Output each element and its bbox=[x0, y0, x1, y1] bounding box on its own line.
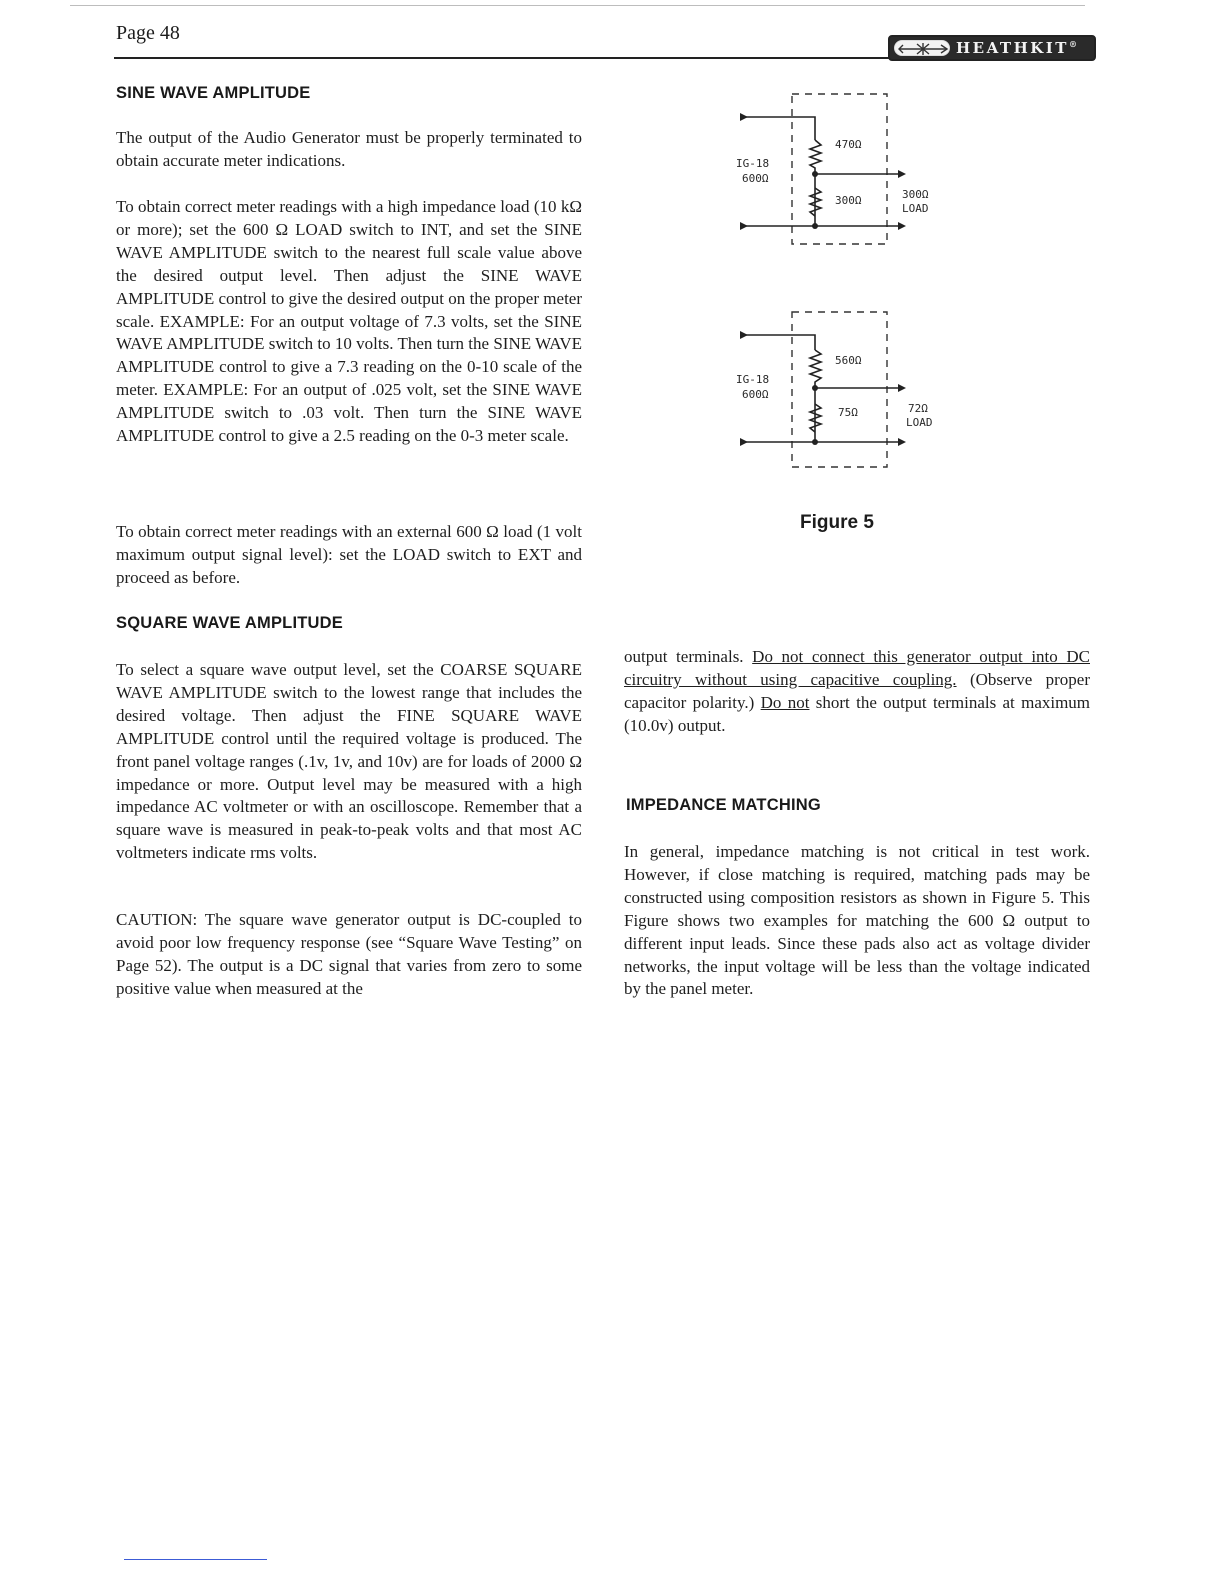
logo-text: HEATHKIT® bbox=[956, 39, 1080, 57]
sine-paragraph-1: The output of the Audio Generator must be properly terminated to obtain accurate meter indications. bbox=[116, 128, 582, 170]
impedance-paragraph: In general, impedance matching is not critical in test work. However, if close matching is required, matching pads may be constructed using composition resistors as shown in Figure 5. This Figure shows two examples for matching the 600 Ω output to different input leads. Since these pads also act as voltage divider networks, the input voltage will be less than the voltage indicated by the panel meter. bbox=[624, 842, 1090, 999]
caution-paragraph: CAUTION: The square wave generator output is DC-coupled to avoid poor low frequency response (see “Square Wave Testing” on Page 52). The output is a DC signal that varies from zero to some positive value when measured at the bbox=[116, 910, 582, 998]
page-number: Page 48 bbox=[116, 22, 180, 44]
load-value-label: 300Ω bbox=[902, 188, 929, 201]
warning-underlined-2: Do not bbox=[760, 692, 810, 712]
load-value-label: 72Ω bbox=[908, 402, 928, 415]
continued-text-3: (Observe proper capacitor polarity.) bbox=[624, 669, 1090, 712]
square-wave-heading: SQUARE WAVE AMPLITUDE bbox=[116, 614, 343, 632]
load-label: LOAD bbox=[906, 416, 933, 429]
source-model-label: IG-18 bbox=[736, 373, 770, 386]
sine-paragraph-3: To obtain correct meter readings with an external 600 Ω load (1 volt maximum output signal level): set the LOAD switch to EXT and proceed as before. bbox=[116, 522, 582, 587]
resistor-bottom-label: 75Ω bbox=[838, 406, 858, 419]
load-label: LOAD bbox=[902, 202, 929, 215]
source-impedance-label: 600Ω bbox=[742, 388, 769, 401]
source-model-label: IG-18 bbox=[736, 157, 770, 170]
matching-pad-diagram-1 bbox=[730, 88, 960, 263]
resistor-top-label: 470Ω bbox=[835, 138, 862, 151]
continued-text-5: short the output terminals at maximum (10.0v) output. bbox=[624, 692, 1091, 735]
square-paragraph-1: To select a square wave output level, set the COARSE SQUARE WAVE AMPLITUDE switch to the lowest range that includes the desired voltage. Then adjust the FINE SQUARE WAVE AMPLITUDE control until the required voltage is produced. The front panel voltage ranges (.1v, 1v, and 10v) are for loads of 2000 Ω impedance or more. Output level may be measured with a high impedance AC voltmeter or with an oscilloscope. Remember that a square wave is measured in peak-to-peak volts and that most AC voltmeters indicate rms volts. bbox=[116, 660, 582, 863]
sine-wave-heading: SINE WAVE AMPLITUDE bbox=[116, 84, 311, 102]
heathkit-logo bbox=[888, 35, 1096, 61]
impedance-matching-heading: IMPEDANCE MATCHING bbox=[626, 796, 821, 814]
source-impedance-label: 600Ω bbox=[742, 172, 769, 185]
continued-text-1: output terminals. bbox=[624, 647, 744, 666]
caution-paragraph-continued bbox=[624, 646, 1090, 738]
resistor-bottom-label: 300Ω bbox=[835, 194, 862, 207]
matching-pad-diagram-2 bbox=[730, 306, 960, 481]
logo-emblem-icon bbox=[894, 40, 950, 56]
resistor-top-label: 560Ω bbox=[835, 354, 862, 367]
figure-caption: Figure 5 bbox=[800, 512, 874, 533]
header-rule bbox=[114, 57, 894, 59]
warning-underlined-1: Do not connect this generator output into DC circuitry without using capacitive coupling. bbox=[624, 647, 1090, 689]
top-rule bbox=[70, 5, 1085, 6]
footer-rule bbox=[124, 1559, 267, 1560]
sine-paragraph-2: To obtain correct meter readings with a high impedance load (10 kΩ or more); set the 600 Ω LOAD switch to INT, and set the SINE WAVE AMPLITUDE switch to the nearest full scale value above the desired output level. Then adjust the SINE WAVE AMPLITUDE control to give the desired output on the proper meter scale. EXAMPLE: For an output voltage of 7.3 volts, set the SINE WAVE AMPLITUDE switch to 10 volts. Then turn the SINE WAVE AMPLITUDE control to give a 7.3 reading on the 0-10 scale of the meter. EXAMPLE: For an output of .025 volt, set the SINE WAVE AMPLITUDE switch to .03 volt. Then turn the SINE WAVE AMPLITUDE control to give a 2.5 reading on the 0-3 meter scale. bbox=[116, 197, 582, 446]
